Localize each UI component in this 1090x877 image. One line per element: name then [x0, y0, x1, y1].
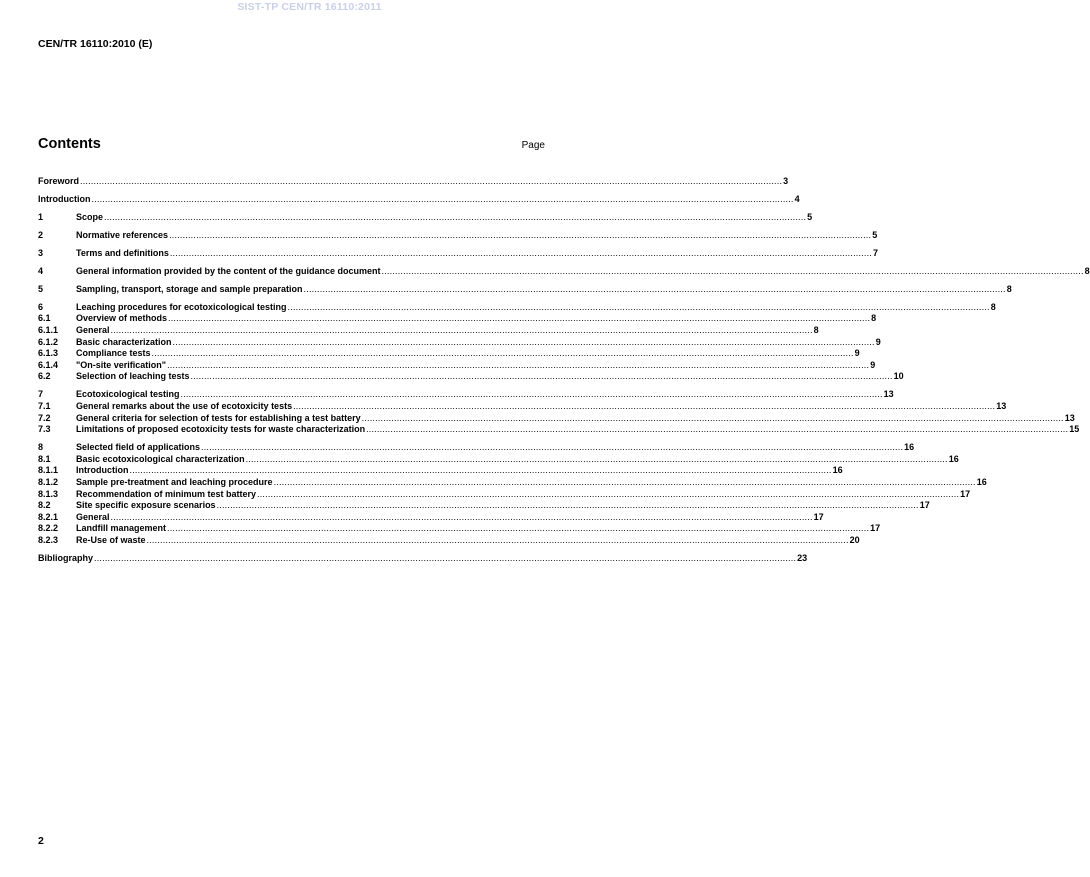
toc-title: Selection of leaching tests	[76, 371, 190, 382]
toc-page: 8	[813, 325, 819, 336]
toc-number: 6.1.3	[38, 348, 59, 359]
page-column-label: Page	[521, 140, 545, 151]
toc-page: 9	[875, 336, 881, 347]
toc-title: Limitations of proposed ecotoxicity tests for waste characterization	[76, 424, 366, 435]
toc-page: 16	[976, 476, 987, 487]
toc-page: 13	[883, 389, 894, 400]
toc-title: Re-Use of waste	[76, 534, 146, 545]
toc-entry-introduction[interactable]	[38, 193, 800, 206]
toc-leader: ....................................................................................................................................................................................................................................................................	[94, 552, 797, 563]
toc-page: 10	[893, 371, 904, 382]
toc-leader: ....................................................................................................................................................................................................................................................................	[169, 247, 872, 258]
toc-number: 6.1	[38, 313, 51, 324]
toc-number: 7.3	[38, 424, 51, 435]
toc-title: Landfill management	[76, 523, 167, 534]
toc-leader: ....................................................................................................................................................................................................................................................................	[104, 211, 807, 222]
toc-page: 13	[1064, 412, 1075, 423]
toc-page: 8	[1006, 283, 1012, 294]
toc-entry-7-3[interactable]	[38, 424, 1080, 436]
toc-entry-8-2-3[interactable]	[38, 534, 860, 547]
toc-title: Sample pre-treatment and leaching procedure	[76, 476, 273, 487]
toc-title: Terms and definitions	[76, 247, 169, 258]
toc-leader: ....................................................................................................................................................................................................................................................................	[151, 348, 854, 359]
toc-title: Ecotoxicological testing	[76, 389, 180, 400]
toc-entry-2[interactable]	[38, 229, 878, 242]
toc-title: Bibliography	[38, 552, 94, 563]
toc-leader: ....................................................................................................................................................................................................................................................................	[257, 488, 960, 499]
toc-leader: ....................................................................................................................................................................................................................................................................	[216, 500, 919, 511]
toc-entry-6-1-4[interactable]	[38, 359, 876, 372]
toc-number: 8.1.3	[38, 488, 59, 499]
toc-leader: ....................................................................................................................................................................................................................................................................	[303, 283, 1006, 294]
toc-leader: ....................................................................................................................................................................................................................................................................	[110, 325, 813, 336]
toc-leader: ....................................................................................................................................................................................................................................................................	[245, 453, 948, 464]
toc-number: 7.1	[38, 401, 51, 412]
toc-page: 8	[1084, 265, 1090, 276]
toc-entry-bibliography[interactable]	[38, 552, 808, 565]
toc-entry-foreword[interactable]	[38, 176, 789, 188]
toc-page: 13	[996, 401, 1007, 412]
toc-number: 8.1.1	[38, 465, 59, 476]
toc-page: 16	[948, 453, 959, 464]
toc-entry-5[interactable]	[38, 283, 1012, 296]
toc-number: 3	[38, 247, 44, 258]
toc-page: 9	[870, 359, 876, 370]
toc-entry-7[interactable]	[38, 389, 894, 401]
toc-leader: ....................................................................................................................................................................................................................................................................	[190, 371, 893, 382]
toc-number: 7.2	[38, 412, 51, 423]
toc-entry-8-1[interactable]	[38, 453, 959, 466]
toc-leader: ....................................................................................................................................................................................................................................................................	[129, 465, 832, 476]
toc-title: General	[76, 511, 110, 522]
toc-leader: ....................................................................................................................................................................................................................................................................	[172, 336, 875, 347]
toc-leader: ....................................................................................................................................................................................................................................................................	[80, 176, 783, 186]
toc-leader: ....................................................................................................................................................................................................................................................................	[273, 476, 976, 487]
toc-title: Recommendation of minimum test battery	[76, 488, 257, 499]
toc-leader: ....................................................................................................................................................................................................................................................................	[110, 511, 813, 522]
toc-entry-6[interactable]	[38, 301, 996, 314]
toc-entry-4[interactable]	[38, 265, 1090, 278]
toc-page: 20	[849, 534, 860, 545]
toc-entry-6-1-3[interactable]	[38, 348, 860, 360]
toc-entry-8-1-2[interactable]	[38, 476, 987, 489]
toc-entry-8-2-2[interactable]	[38, 523, 881, 535]
toc-number: 1	[38, 211, 44, 222]
toc-leader: ....................................................................................................................................................................................................................................................................	[287, 301, 990, 312]
page-number: 2	[38, 835, 44, 847]
toc-title: General	[76, 325, 110, 336]
toc-leader: ....................................................................................................................................................................................................................................................................	[293, 401, 996, 412]
toc-entry-7-2[interactable]	[38, 412, 1075, 425]
toc-entry-6-2[interactable]	[38, 371, 904, 383]
toc-entry-8-2[interactable]	[38, 500, 930, 512]
toc-title: Scope	[76, 211, 104, 222]
toc-number: 8.2	[38, 500, 51, 511]
toc-title: Compliance tests	[76, 348, 151, 359]
toc-number: 8.1.2	[38, 476, 59, 487]
toc-page: 5	[807, 211, 813, 222]
toc-leader: ....................................................................................................................................................................................................................................................................	[168, 313, 871, 324]
toc-entry-8-1-3[interactable]	[38, 488, 971, 501]
document-id: CEN/TR 16110:2010 (E)	[38, 38, 153, 50]
toc-number: 6	[38, 301, 44, 312]
toc-number: 6.2	[38, 371, 51, 382]
toc-page: 16	[832, 465, 843, 476]
toc-entry-8[interactable]	[38, 442, 915, 454]
toc-entry-3[interactable]	[38, 247, 878, 260]
toc-entry-7-1[interactable]	[38, 401, 1007, 413]
toc-number: 5	[38, 283, 44, 294]
toc-leader: ....................................................................................................................................................................................................................................................................	[146, 534, 849, 545]
watermark: SIST-TP CEN/TR 16110:2011	[237, 1, 382, 13]
toc-number: 8.1	[38, 453, 51, 464]
toc-leader: ....................................................................................................................................................................................................................................................................	[201, 442, 904, 453]
toc-title: Overview of methods	[76, 313, 168, 324]
contents-title: Contents	[38, 136, 101, 152]
toc-title: "On-site verification"	[76, 359, 167, 370]
toc-title: Leaching procedures for ecotoxicological testing	[76, 301, 287, 312]
toc-page: 17	[870, 523, 881, 534]
toc-leader: ....................................................................................................................................................................................................................................................................	[91, 193, 794, 204]
toc-leader: ....................................................................................................................................................................................................................................................................	[366, 424, 1069, 435]
toc-title: Introduction	[76, 465, 129, 476]
toc-number: 2	[38, 229, 44, 240]
toc-entry-6-1-2[interactable]	[38, 336, 881, 349]
toc-page: 17	[813, 511, 824, 522]
toc-page: 23	[797, 552, 808, 563]
toc-title: Introduction	[38, 193, 91, 204]
toc-title: Sampling, transport, storage and sample preparation	[76, 283, 303, 294]
toc-title: Selected field of applications	[76, 442, 201, 453]
toc-entry-6-1[interactable]	[38, 313, 877, 325]
toc-number: 8.2.3	[38, 534, 59, 545]
toc-page: 15	[1069, 424, 1080, 435]
toc-leader: ....................................................................................................................................................................................................................................................................	[167, 359, 870, 370]
toc-title: General information provided by the content of the guidance document	[76, 265, 381, 276]
toc-leader: ....................................................................................................................................................................................................................................................................	[180, 389, 883, 400]
toc-entry-1[interactable]	[38, 211, 813, 224]
toc-leader: ....................................................................................................................................................................................................................................................................	[167, 523, 870, 534]
toc-page: 9	[854, 348, 860, 359]
toc-title: General remarks about the use of ecotoxicity tests	[76, 401, 293, 412]
toc-number: 6.1.2	[38, 336, 59, 347]
toc-page: 17	[919, 500, 930, 511]
toc-number: 6.1.1	[38, 325, 59, 336]
toc-title: Basic ecotoxicological characterization	[76, 453, 245, 464]
toc-page: 8	[871, 313, 877, 324]
toc-number: 8.2.2	[38, 523, 59, 534]
toc-page: 16	[904, 442, 915, 453]
toc-page: 5	[872, 229, 878, 240]
toc-leader: ....................................................................................................................................................................................................................................................................	[381, 265, 1084, 276]
toc-number: 7	[38, 389, 44, 400]
toc-title: Foreword	[38, 176, 80, 186]
toc-number: 8.2.1	[38, 511, 59, 522]
toc-number: 8	[38, 442, 44, 453]
toc-title: General criteria for selection of tests for establishing a test battery	[76, 412, 361, 423]
toc-leader: ....................................................................................................................................................................................................................................................................	[169, 229, 872, 240]
toc-title: Normative references	[76, 229, 169, 240]
toc-page: 17	[960, 488, 971, 499]
table-of-contents	[38, 176, 1090, 565]
toc-page: 4	[794, 193, 800, 204]
toc-title: Site specific exposure scenarios	[76, 500, 216, 511]
toc-page: 8	[990, 301, 996, 312]
toc-leader: ....................................................................................................................................................................................................................................................................	[361, 412, 1064, 423]
toc-entry-8-2-1[interactable]	[38, 511, 824, 524]
toc-number: 4	[38, 265, 44, 276]
toc-page: 3	[783, 176, 789, 186]
toc-page: 7	[872, 247, 878, 258]
toc-number: 6.1.4	[38, 359, 59, 370]
toc-entry-8-1-1[interactable]	[38, 465, 843, 477]
toc-title: Basic characterization	[76, 336, 172, 347]
toc-entry-6-1-1[interactable]	[38, 325, 819, 337]
